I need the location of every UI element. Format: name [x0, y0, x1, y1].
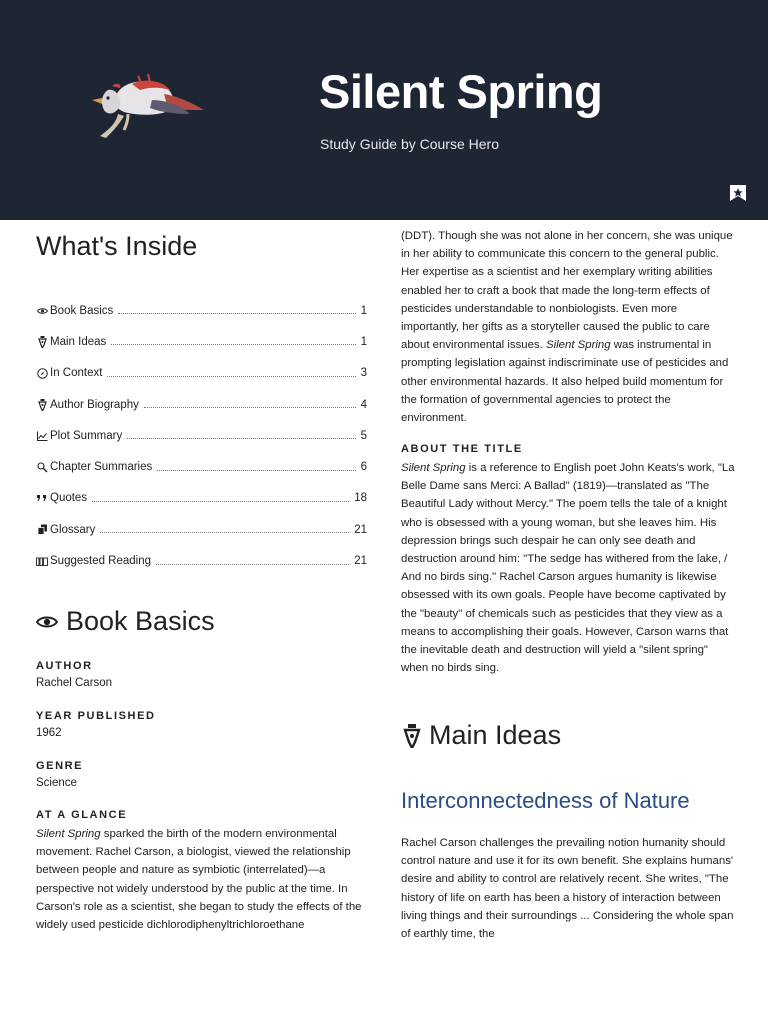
magnifier-icon: [36, 461, 48, 473]
toc-leader-dots: [100, 532, 349, 533]
toc-page-number: 3: [360, 367, 367, 380]
toc-label: Author Biography: [50, 398, 139, 411]
genre-value: Science: [36, 777, 77, 789]
toc-label: Plot Summary: [50, 429, 123, 442]
pen-nib-icon: [403, 724, 421, 748]
page-subtitle: Study Guide by Course Hero: [320, 136, 499, 152]
toc-page-number: 1: [360, 335, 367, 348]
toc-label: Chapter Summaries: [50, 461, 153, 474]
compass-icon: [36, 367, 48, 379]
interconnectedness-heading: Interconnectedness of Nature: [401, 788, 690, 813]
toc-label: In Context: [50, 367, 103, 380]
toc-heading: What's Inside: [36, 231, 198, 261]
toc-item-glossary[interactable]: [36, 514, 367, 545]
toc-leader-dots: [127, 438, 355, 439]
toc-page-number: 1: [360, 304, 367, 317]
author-label: AUTHOR: [36, 660, 93, 672]
eye-icon: [36, 615, 58, 629]
at-a-glance-text: sparked the birth of the modern environmental movement. Rachel Carson, a biologist, viewed the relationship between people and nature as symbiotic (interrelated)—a perspective not widely understood by the public at the time. In Carson's role as a scientist, she began to study the effects of the widely used pesticide dichlorodiphenyltrichloroethane: [36, 828, 362, 932]
toc-item-in-context[interactable]: [36, 358, 367, 389]
table-of-contents: [36, 295, 367, 577]
main-ideas-heading: [403, 720, 561, 751]
toc-leader-dots: [118, 313, 355, 314]
toc-leader-dots: [92, 501, 349, 502]
interconnectedness-paragraph: Rachel Carson challenges the prevailing notion humanity should control nature and use it for its own benefit. She explains humans' desire and ability to control are relatively recent. She writes, "The history of life on earth has been a history of interaction between living things and their surroundings ... Considering the whole span of earthly time, the: [401, 837, 734, 941]
chart-icon: [36, 430, 48, 442]
eye-icon: [36, 305, 48, 317]
toc-leader-dots: [156, 564, 349, 565]
author-field: [36, 660, 368, 689]
toc-item-chapter-summaries[interactable]: [36, 451, 367, 482]
book-basics-title: Book Basics: [66, 606, 215, 636]
author-value: Rachel Carson: [36, 677, 113, 689]
toc-item-quotes[interactable]: [36, 483, 367, 514]
toc-leader-dots: [157, 470, 355, 471]
toc-item-suggested-reading[interactable]: [36, 545, 367, 576]
genre-field: [36, 760, 368, 789]
toc-leader-dots: [144, 407, 356, 408]
page-title: Silent Spring: [319, 65, 603, 118]
pen-nib-icon: [36, 399, 48, 411]
toc-item-plot-summary[interactable]: [36, 420, 367, 451]
at-a-glance-label: AT A GLANCE: [36, 809, 128, 821]
toc-page-number: 5: [360, 429, 367, 442]
bookmark-star-icon: [728, 183, 748, 203]
genre-label: GENRE: [36, 760, 84, 772]
continued-paragraph: [401, 227, 737, 427]
at-a-glance-paragraph: [36, 825, 368, 934]
toc-label: Quotes: [50, 492, 88, 505]
books-icon: [36, 555, 48, 567]
year-label: YEAR PUBLISHED: [36, 710, 156, 722]
toc-page-number: 18: [354, 492, 367, 505]
cards-icon: [36, 524, 48, 536]
toc-label: Glossary: [50, 523, 96, 536]
toc-item-main-ideas[interactable]: [36, 326, 367, 357]
continued-text-b: was instrumental in prompting legislation against indiscriminate use of pesticides and other environmental hazards. It also helped build momentum for the formation of governmental agencies to protect the environment.: [401, 339, 729, 425]
about-title-label: ABOUT THE TITLE: [401, 443, 523, 455]
at-a-glance-field: [36, 809, 368, 934]
about-title-paragraph: [401, 459, 737, 677]
book-title-italic: Silent Spring: [401, 462, 466, 474]
toc-leader-dots: [107, 376, 355, 377]
about-title-text: is a reference to English poet John Keats's work, "La Belle Dame sans Merci: A Ballad" (1819)—translated as "The Beautiful Lady without Mercy." The poem tells the tale of a knight who is obsessed with a young woman, but she leaves him. His depression brings such despair he can only see death and destruction around him: "The sedge has withered from the lake, / And no birds sing." Rachel Carson argues humanity is likewise obsessed with its own goals. People have become captivated by the "beauty" of chemicals such as pesticides that they view as a means to accomplishing their goals. However, Carson warns that the inevitable death and destruction will yield a "silent spring" when no birds sing.: [401, 462, 735, 675]
toc-leader-dots: [111, 344, 355, 345]
header-banner: [0, 0, 768, 220]
main-ideas-title: Main Ideas: [429, 720, 562, 750]
toc-page-number: 21: [354, 555, 367, 568]
continued-text-a: (DDT). Though she was not alone in her concern, she was unique in her ability to communicate this concern to the general public. Her expertise as a scientist and her exemplary writing abilities enabled her to craft a book that made the long-term effects of pesticides understandable to nonbiologists. Even more importantly, her gifts as a storyteller caused the public to care about environmental issues.: [401, 230, 733, 352]
quote-icon: [36, 492, 48, 504]
year-value: 1962: [36, 727, 62, 739]
pen-nib-icon: [36, 336, 48, 348]
toc-label: Suggested Reading: [50, 555, 152, 568]
toc-label: Book Basics: [50, 304, 114, 317]
toc-page-number: 21: [354, 523, 367, 536]
dead-bird-illustration: [78, 70, 210, 150]
year-field: [36, 710, 368, 739]
toc-label: Main Ideas: [50, 335, 107, 348]
toc-item-book-basics[interactable]: [36, 295, 367, 326]
toc-page-number: 4: [360, 398, 367, 411]
book-basics-heading: [36, 606, 215, 637]
toc-item-author-biography[interactable]: [36, 389, 367, 420]
book-title-italic: Silent Spring: [36, 828, 101, 840]
toc-page-number: 6: [360, 461, 367, 474]
book-title-italic: Silent Spring: [546, 339, 611, 352]
